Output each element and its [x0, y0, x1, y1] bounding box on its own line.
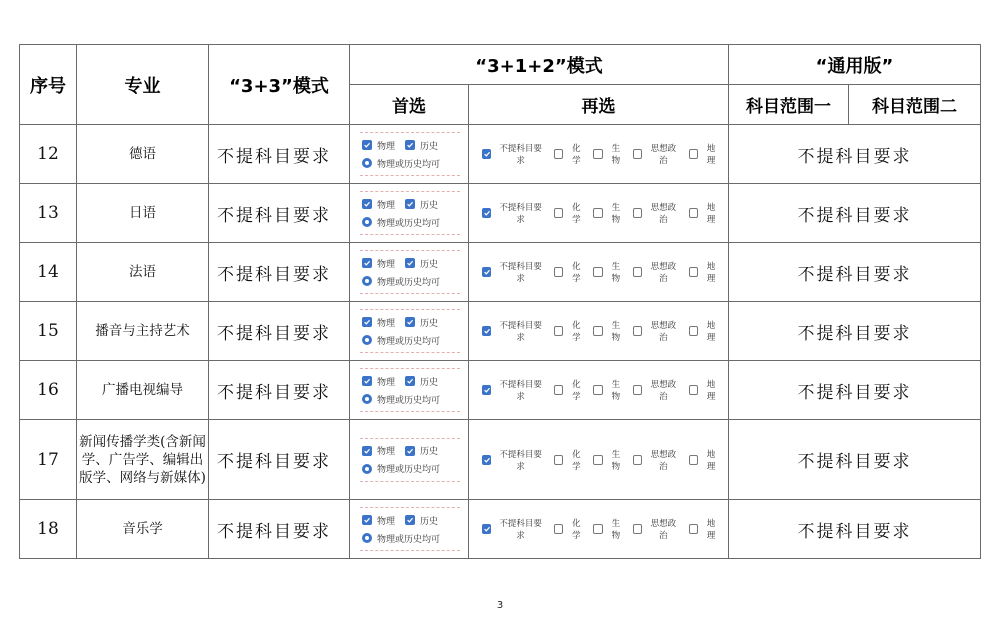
no-requirement-label: 不提科目要求	[499, 144, 542, 166]
physics-checkbox[interactable]	[362, 375, 395, 388]
either-label: 物理或历史均可	[377, 395, 441, 406]
checkbox-checked-icon	[362, 446, 372, 456]
row-major: 播音与主持艺术	[77, 302, 209, 361]
history-label: 历史	[420, 259, 439, 270]
first-choice-group	[360, 507, 460, 551]
header-first-choice: 首选	[350, 85, 469, 125]
chemistry-checkbox[interactable]	[554, 448, 584, 472]
chemistry-checkbox[interactable]	[554, 142, 584, 166]
checkbox-checked-icon	[482, 208, 491, 218]
row-general-requirement: 不提科目要求	[729, 184, 981, 243]
biology-checkbox[interactable]	[593, 378, 623, 402]
history-checkbox[interactable]	[405, 139, 438, 152]
physics-label: 物理	[377, 447, 396, 457]
re-choice-group	[469, 201, 728, 225]
row-re-choice-cell	[469, 361, 729, 420]
checkbox-empty-icon	[633, 385, 643, 395]
checkbox-empty-icon	[593, 267, 603, 277]
chemistry-checkbox[interactable]	[554, 378, 584, 402]
checkbox-empty-icon	[554, 267, 564, 277]
row-first-choice-cell	[350, 420, 469, 500]
geography-checkbox[interactable]	[689, 517, 719, 541]
either-label: 物理或历史均可	[377, 159, 441, 170]
physics-label: 物理	[377, 200, 396, 211]
checkbox-empty-icon	[554, 208, 564, 218]
row-seq: 18	[20, 500, 77, 559]
checkbox-checked-icon	[405, 446, 415, 456]
politics-checkbox[interactable]	[633, 448, 680, 472]
physics-checkbox[interactable]	[362, 316, 395, 329]
physics-label: 物理	[377, 259, 396, 270]
biology-label: 生物	[611, 449, 621, 472]
no-requirement-checkbox[interactable]	[482, 517, 545, 541]
row-mode33-requirement: 不提科目要求	[209, 125, 350, 184]
row-seq: 16	[20, 361, 77, 420]
radio-selected-icon	[362, 335, 372, 345]
either-radio[interactable]	[362, 462, 440, 475]
checkbox-empty-icon	[593, 385, 603, 395]
no-requirement-label: 不提科目要求	[499, 380, 542, 402]
biology-label: 生物	[611, 380, 621, 402]
history-label: 历史	[420, 141, 439, 152]
history-checkbox[interactable]	[405, 198, 438, 211]
politics-checkbox[interactable]	[633, 378, 680, 402]
either-radio[interactable]	[362, 334, 440, 347]
no-requirement-checkbox[interactable]	[482, 142, 545, 166]
table-row	[20, 500, 981, 559]
geography-label: 地理	[706, 380, 716, 402]
no-requirement-label: 不提科目要求	[499, 262, 542, 284]
first-choice-group	[360, 368, 460, 412]
checkbox-checked-icon	[362, 317, 372, 327]
no-requirement-checkbox[interactable]	[482, 260, 545, 284]
header-range-1: 科目范围一	[729, 85, 849, 125]
checkbox-empty-icon	[633, 149, 643, 159]
row-first-choice-cell	[350, 125, 469, 184]
checkbox-empty-icon	[633, 326, 643, 336]
no-requirement-label: 不提科目要求	[499, 449, 542, 472]
checkbox-checked-icon	[482, 326, 491, 336]
history-label: 历史	[420, 200, 439, 211]
row-first-choice-cell	[350, 184, 469, 243]
checkbox-empty-icon	[554, 385, 564, 395]
no-requirement-checkbox[interactable]	[482, 448, 545, 472]
physics-label: 物理	[377, 141, 396, 152]
row-general-requirement: 不提科目要求	[729, 243, 981, 302]
checkbox-checked-icon	[362, 376, 372, 386]
checkbox-empty-icon	[593, 208, 603, 218]
table-row	[20, 420, 981, 500]
checkbox-empty-icon	[689, 267, 699, 277]
politics-checkbox[interactable]	[633, 201, 680, 225]
either-label: 物理或历史均可	[377, 218, 441, 229]
radio-selected-icon	[362, 464, 372, 474]
header-mode-3-3: “3+3”模式	[209, 45, 350, 125]
row-first-choice-cell	[350, 361, 469, 420]
biology-label: 生物	[611, 262, 621, 284]
biology-checkbox[interactable]	[593, 448, 623, 472]
geography-checkbox[interactable]	[689, 201, 719, 225]
either-label: 物理或历史均可	[377, 465, 441, 475]
table-row	[20, 184, 981, 243]
radio-selected-icon	[362, 217, 372, 227]
history-label: 历史	[420, 516, 439, 527]
checkbox-empty-icon	[689, 208, 699, 218]
re-choice-group	[469, 448, 728, 472]
checkbox-empty-icon	[689, 385, 699, 395]
row-re-choice-cell	[469, 500, 729, 559]
row-general-requirement: 不提科目要求	[729, 302, 981, 361]
subject-requirements-table	[19, 44, 981, 559]
checkbox-empty-icon	[593, 149, 603, 159]
first-choice-group	[360, 191, 460, 235]
history-label: 历史	[420, 318, 439, 329]
chemistry-label: 化学	[572, 380, 581, 402]
politics-checkbox[interactable]	[633, 142, 680, 166]
history-checkbox[interactable]	[405, 257, 438, 270]
first-choice-group	[360, 438, 460, 482]
checkbox-checked-icon	[482, 149, 491, 159]
politics-label: 思想政治	[650, 262, 677, 284]
checkbox-empty-icon	[689, 326, 699, 336]
physics-checkbox[interactable]	[362, 139, 395, 152]
row-major: 广播电视编导	[77, 361, 209, 420]
geography-label: 地理	[706, 519, 716, 541]
table-row	[20, 302, 981, 361]
row-major: 音乐学	[77, 500, 209, 559]
checkbox-empty-icon	[593, 455, 603, 465]
no-requirement-label: 不提科目要求	[499, 519, 542, 541]
row-general-requirement: 不提科目要求	[729, 125, 981, 184]
row-mode33-requirement: 不提科目要求	[209, 420, 350, 500]
radio-selected-icon	[362, 533, 372, 543]
row-re-choice-cell	[469, 420, 729, 500]
history-label: 历史	[420, 447, 439, 457]
checkbox-checked-icon	[362, 199, 372, 209]
checkbox-empty-icon	[633, 267, 643, 277]
row-first-choice-cell	[350, 302, 469, 361]
either-radio[interactable]	[362, 216, 440, 229]
chemistry-label: 化学	[572, 144, 581, 166]
checkbox-empty-icon	[554, 455, 564, 465]
checkbox-checked-icon	[405, 199, 415, 209]
page-number: 3	[496, 600, 504, 611]
header-general: “通用版”	[729, 45, 981, 85]
re-choice-group	[469, 142, 728, 166]
row-first-choice-cell	[350, 500, 469, 559]
either-label: 物理或历史均可	[377, 277, 441, 288]
physics-checkbox[interactable]	[362, 257, 395, 270]
checkbox-checked-icon	[482, 455, 491, 465]
geography-checkbox[interactable]	[689, 319, 719, 343]
row-mode33-requirement: 不提科目要求	[209, 361, 350, 420]
checkbox-empty-icon	[633, 208, 643, 218]
politics-label: 思想政治	[650, 380, 677, 402]
row-re-choice-cell	[469, 125, 729, 184]
checkbox-empty-icon	[633, 455, 643, 465]
re-choice-group	[469, 517, 728, 541]
checkbox-checked-icon	[362, 258, 372, 268]
history-checkbox[interactable]	[405, 316, 438, 329]
re-choice-group	[469, 378, 728, 402]
politics-checkbox[interactable]	[633, 319, 680, 343]
row-mode33-requirement: 不提科目要求	[209, 302, 350, 361]
geography-label: 地理	[706, 321, 716, 343]
header-range-2: 科目范围二	[849, 85, 981, 125]
row-seq: 13	[20, 184, 77, 243]
checkbox-empty-icon	[689, 524, 699, 534]
politics-label: 思想政治	[650, 449, 677, 472]
physics-label: 物理	[377, 516, 396, 527]
biology-checkbox[interactable]	[593, 142, 623, 166]
physics-checkbox[interactable]	[362, 198, 395, 211]
checkbox-empty-icon	[593, 524, 603, 534]
radio-selected-icon	[362, 158, 372, 168]
chemistry-label: 化学	[572, 262, 581, 284]
biology-label: 生物	[611, 519, 621, 541]
geography-checkbox[interactable]	[689, 260, 719, 284]
table-row	[20, 361, 981, 420]
biology-checkbox[interactable]	[593, 260, 623, 284]
checkbox-checked-icon	[482, 267, 491, 277]
chemistry-checkbox[interactable]	[554, 319, 584, 343]
chemistry-label: 化学	[572, 519, 581, 541]
history-checkbox[interactable]	[405, 375, 438, 388]
checkbox-empty-icon	[554, 149, 564, 159]
header-re-choice: 再选	[469, 85, 729, 125]
geography-label: 地理	[706, 262, 716, 284]
checkbox-checked-icon	[482, 385, 491, 395]
row-major: 新闻传播学类(含新闻学、广告学、编辑出版学、网络与新媒体)	[77, 420, 209, 500]
first-choice-group	[360, 309, 460, 353]
geography-checkbox[interactable]	[689, 448, 719, 472]
geography-label: 地理	[706, 203, 716, 225]
biology-label: 生物	[611, 203, 621, 225]
row-re-choice-cell	[469, 302, 729, 361]
row-major: 德语	[77, 125, 209, 184]
no-requirement-label: 不提科目要求	[499, 203, 542, 225]
politics-label: 思想政治	[650, 321, 677, 343]
row-seq: 12	[20, 125, 77, 184]
checkbox-empty-icon	[593, 326, 603, 336]
no-requirement-label: 不提科目要求	[499, 321, 542, 343]
chemistry-checkbox[interactable]	[554, 201, 584, 225]
checkbox-empty-icon	[554, 524, 564, 534]
checkbox-checked-icon	[405, 515, 415, 525]
checkbox-checked-icon	[362, 515, 372, 525]
chemistry-checkbox[interactable]	[554, 260, 584, 284]
row-seq: 17	[20, 420, 77, 500]
re-choice-group	[469, 260, 728, 284]
checkbox-empty-icon	[554, 326, 564, 336]
checkbox-checked-icon	[405, 317, 415, 327]
no-requirement-checkbox[interactable]	[482, 319, 545, 343]
biology-checkbox[interactable]	[593, 517, 623, 541]
biology-checkbox[interactable]	[593, 319, 623, 343]
geography-label: 地理	[706, 449, 716, 472]
either-radio[interactable]	[362, 393, 440, 406]
geography-label: 地理	[706, 144, 716, 166]
row-mode33-requirement: 不提科目要求	[209, 243, 350, 302]
row-first-choice-cell	[350, 243, 469, 302]
row-seq: 14	[20, 243, 77, 302]
physics-checkbox[interactable]	[362, 514, 395, 527]
chemistry-checkbox[interactable]	[554, 517, 584, 541]
checkbox-empty-icon	[689, 149, 699, 159]
checkbox-checked-icon	[482, 524, 491, 534]
radio-selected-icon	[362, 276, 372, 286]
table-row	[20, 243, 981, 302]
row-mode33-requirement: 不提科目要求	[209, 500, 350, 559]
table-row	[20, 125, 981, 184]
header-seq: 序号	[20, 45, 77, 125]
chemistry-label: 化学	[572, 321, 581, 343]
biology-label: 生物	[611, 144, 621, 166]
row-seq: 15	[20, 302, 77, 361]
row-major: 日语	[77, 184, 209, 243]
no-requirement-checkbox[interactable]	[482, 378, 545, 402]
chemistry-label: 化学	[572, 203, 581, 225]
checkbox-checked-icon	[362, 140, 372, 150]
politics-label: 思想政治	[650, 144, 677, 166]
either-radio[interactable]	[362, 532, 440, 545]
history-checkbox[interactable]	[405, 444, 438, 457]
row-mode33-requirement: 不提科目要求	[209, 184, 350, 243]
header-mode-3-1-2: “3+1+2”模式	[350, 45, 729, 85]
politics-label: 思想政治	[650, 203, 677, 225]
physics-label: 物理	[377, 377, 396, 388]
first-choice-group	[360, 132, 460, 176]
row-re-choice-cell	[469, 184, 729, 243]
no-requirement-checkbox[interactable]	[482, 201, 545, 225]
checkbox-empty-icon	[633, 524, 643, 534]
history-label: 历史	[420, 377, 439, 388]
row-major: 法语	[77, 243, 209, 302]
row-general-requirement: 不提科目要求	[729, 500, 981, 559]
checkbox-empty-icon	[689, 455, 699, 465]
row-general-requirement: 不提科目要求	[729, 420, 981, 500]
politics-checkbox[interactable]	[633, 517, 680, 541]
either-radio[interactable]	[362, 275, 440, 288]
chemistry-label: 化学	[572, 449, 581, 472]
checkbox-checked-icon	[405, 258, 415, 268]
history-checkbox[interactable]	[405, 514, 438, 527]
biology-label: 生物	[611, 321, 621, 343]
row-re-choice-cell	[469, 243, 729, 302]
first-choice-group	[360, 250, 460, 294]
politics-label: 思想政治	[650, 519, 677, 541]
row-general-requirement: 不提科目要求	[729, 361, 981, 420]
re-choice-group	[469, 319, 728, 343]
header-major: 专业	[77, 45, 209, 125]
either-label: 物理或历史均可	[377, 534, 441, 545]
biology-checkbox[interactable]	[593, 201, 623, 225]
checkbox-checked-icon	[405, 140, 415, 150]
checkbox-checked-icon	[405, 376, 415, 386]
radio-selected-icon	[362, 394, 372, 404]
physics-checkbox[interactable]	[362, 444, 395, 457]
geography-checkbox[interactable]	[689, 142, 719, 166]
physics-label: 物理	[377, 318, 396, 329]
politics-checkbox[interactable]	[633, 260, 680, 284]
either-label: 物理或历史均可	[377, 336, 441, 347]
geography-checkbox[interactable]	[689, 378, 719, 402]
either-radio[interactable]	[362, 157, 440, 170]
